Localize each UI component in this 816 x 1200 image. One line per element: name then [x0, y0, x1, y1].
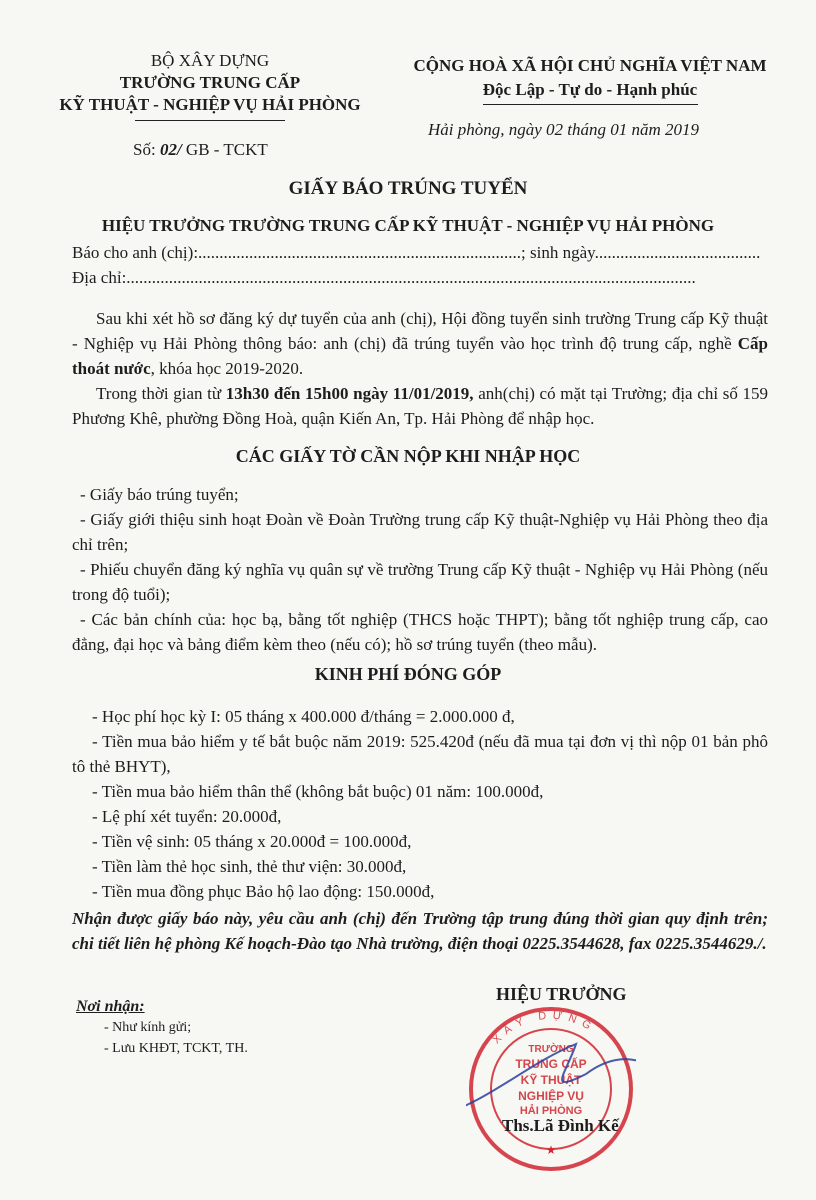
schedule-text-a: Trong thời gian từ [96, 384, 226, 403]
issuer-underline [135, 120, 285, 121]
recipients-block [76, 996, 248, 1059]
issuer-header [40, 50, 380, 121]
signer-role: HIỆU TRƯỞNG [496, 984, 627, 1004]
address-blank: ...................................................................................................................................... [126, 268, 696, 287]
result-text-b: , khóa học 2019-2020. [150, 359, 304, 378]
motto-underline [483, 104, 698, 105]
list-item: - Giấy giới thiệu sinh hoạt Đoàn về Đoàn Trường trung cấp Kỹ thuật-Nghiệp vụ Hải Phòng theo địa chỉ trên; [72, 510, 768, 554]
schedule-text-b: anh(chị) có mặt tại Trường; địa chỉ số 159 Phương Khê, phường Đồng Hoà, quận Kiến An, Tp. Hải Phòng để nhập học. [72, 384, 769, 428]
list-item: - Lệ phí xét tuyển: 20.000đ, [92, 807, 282, 826]
documents-heading: CÁC GIẤY TỜ CẦN NỘP KHI NHẬP HỌC [235, 446, 581, 466]
doc-number-value: 02/ [159, 140, 182, 159]
address-line [72, 265, 768, 290]
recipients-heading: Nơi nhận: [76, 998, 145, 1015]
list-item: - Tiền mua bảo hiểm y tế bắt buộc năm 2019: 525.420đ (nếu đã mua tại đơn vị thì nộp 01 bản phô tô thẻ BHYT), [72, 732, 768, 776]
document-title: GIẤY BÁO TRÚNG TUYỂN [288, 178, 528, 199]
signer-name: Ths.Lã Đình Kế [502, 1116, 619, 1135]
program-name: Cấp thoát nước [72, 334, 768, 378]
document-subtitle: HIỆU TRƯỞNG TRƯỜNG TRUNG CẤP KỸ THUẬT - NGHIỆP VỤ HẢI PHÒNG [101, 216, 715, 235]
schedule-paragraph [72, 381, 768, 431]
recipient-form [72, 240, 770, 290]
list-item: - Tiền vệ sinh: 05 tháng x 20.000đ = 100.000đ, [92, 832, 412, 851]
list-item: - Các bản chính của: học bạ, bằng tốt nghiệp (THCS hoặc THPT); bằng tốt nghiệp trung cấp, cao đẳng, đại học và bảng điểm kèm theo (nếu có); hồ sơ trúng tuyển (theo mẫu). [72, 610, 768, 654]
list-item: - Phiếu chuyển đăng ký nghĩa vụ quân sự về trường Trung cấp Kỹ thuật - Nghiệp vụ Hải Phòng (nếu trong độ tuổi); [72, 560, 768, 604]
svg-text:NGHIỆP VỤ: NGHIỆP VỤ [518, 1089, 584, 1103]
notification-body [72, 306, 768, 431]
svg-text:XÂY DỰNG: XÂY DỰNG [490, 1009, 599, 1047]
school-name-line2: KỸ THUẬT - NGHIỆP VỤ HẢI PHÒNG [59, 95, 361, 114]
svg-text:★: ★ [545, 1143, 557, 1157]
dob-blank: ....................................... [594, 243, 761, 262]
result-paragraph [72, 306, 768, 381]
list-item: - Giấy báo trúng tuyển; [80, 485, 239, 504]
list-item: - Tiền mua bảo hiểm thân thể (không bắt buộc) 01 năm: 100.000đ, [92, 782, 544, 801]
dob-label: ; sinh ngày [521, 243, 595, 262]
svg-text:KỸ THUẬT: KỸ THUẬT [520, 1073, 582, 1087]
closing-instruction: Nhận được giấy báo này, yêu cầu anh (chị) đến Trường tập trung đúng thời gian quy định trên; chi tiết liên hệ phòng Kế hoạch-Đào tạo Nhà trường, điện thoại 0225.3544628, fax 0225.3544629./. [72, 909, 768, 953]
list-item: - Học phí học kỳ I: 05 tháng x 400.000 đ/tháng = 2.000.000 đ, [92, 707, 515, 726]
schedule-time: 13h30 đến 15h00 ngày 11/01/2019, [225, 384, 474, 403]
svg-text:TRUNG CẤP: TRUNG CẤP [515, 1057, 587, 1071]
national-header [390, 54, 790, 105]
fees-list [72, 704, 768, 904]
list-item: - Tiền mua đồng phục Bảo hộ lao động: 150.000đ, [92, 882, 435, 901]
recipient-line [72, 240, 770, 265]
result-text-a: Sau khi xét hồ sơ đăng ký dự tuyển của anh (chị), Hội đồng tuyển sinh trường Trung cấp Kỹ thuật - Nghiệp vụ Hải Phòng thông báo: anh (chị) đã trúng tuyển vào học trình độ trung cấp, nghề [72, 309, 768, 353]
fees-heading: KINH PHÍ ĐÓNG GÓP [314, 664, 502, 684]
svg-text:HẢI PHÒNG: HẢI PHÒNG [519, 1105, 583, 1117]
list-item: - Tiền làm thẻ học sinh, thẻ thư viện: 30.000đ, [92, 857, 407, 876]
recipient-blank: ............................................................................ [198, 243, 522, 262]
address-label: Địa chỉ: [72, 268, 127, 287]
national-motto: Độc Lập - Tự do - Hạnh phúc [482, 80, 698, 99]
official-seal-stamp [466, 1004, 636, 1174]
nation-name: CỘNG HOÀ XÃ HỘI CHỦ NGHĨA VIỆT NAM [413, 56, 767, 75]
recipient-item: - Như kính gửi; [104, 1020, 192, 1035]
ministry-name: BỘ XÂY DỰNG [150, 51, 270, 70]
doc-number-prefix: Số: [133, 140, 160, 159]
place-date: Hải phòng, ngày 02 tháng 01 năm 2019 [428, 120, 700, 139]
documents-list [72, 482, 768, 657]
school-name-line1: TRƯỜNG TRUNG CẤP [119, 73, 301, 92]
svg-text:TRƯỜNG: TRƯỜNG [528, 1044, 574, 1055]
recipient-label: Báo cho anh (chị): [72, 243, 199, 262]
doc-number-suffix: GB - TCKT [181, 140, 268, 159]
recipient-item: - Lưu KHĐT, TCKT, TH. [104, 1041, 248, 1056]
document-number [133, 140, 268, 160]
